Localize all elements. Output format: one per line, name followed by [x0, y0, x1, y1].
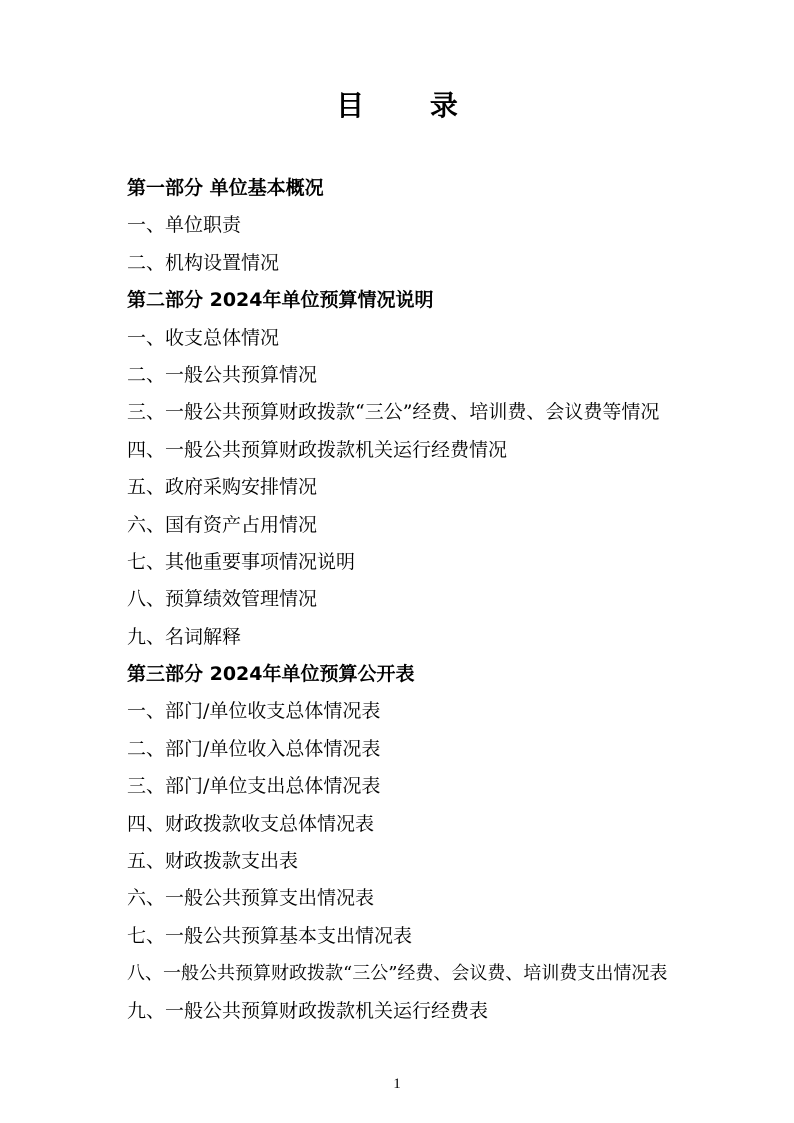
- toc-section-heading: 第二部分 2024年单位预算情况说明: [127, 289, 434, 312]
- toc-entry: 八、一般公共预算财政拨款“三公”经费、会议费、培训费支出情况表: [127, 963, 668, 985]
- toc-entry: 三、部门/单位支出总体情况表: [127, 775, 381, 798]
- toc-entry: 八、预算绩效管理情况: [127, 588, 318, 611]
- toc-section-heading: 第三部分 2024年单位预算公开表: [127, 663, 415, 686]
- toc-entry: 九、一般公共预算财政拨款机关运行经费表: [127, 999, 489, 1022]
- toc-entry: 二、机构设置情况: [127, 251, 280, 274]
- toc-entry: 九、名词解释: [127, 625, 242, 648]
- toc-entry: 一、收支总体情况: [127, 326, 280, 349]
- toc-entry: 二、部门/单位收入总体情况表: [127, 737, 381, 760]
- toc-section-heading: 第一部分 单位基本概况: [127, 177, 324, 199]
- toc-entry: 四、财政拨款收支总体情况表: [127, 812, 375, 835]
- toc-entry: 七、一般公共预算基本支出情况表: [127, 924, 413, 947]
- toc-entry: 二、一般公共预算情况: [127, 363, 318, 386]
- toc-entry: 一、部门/单位收支总体情况表: [127, 700, 381, 723]
- toc-entry: 五、政府采购安排情况: [127, 476, 318, 499]
- toc-entry: 六、一般公共预算支出情况表: [127, 887, 375, 910]
- table-of-contents: [127, 170, 727, 1030]
- toc-entry: 七、其他重要事项情况说明: [127, 550, 356, 573]
- toc-entry: 一、单位职责: [127, 214, 242, 237]
- toc-entry: 四、一般公共预算财政拨款机关运行经费情况: [127, 438, 508, 461]
- page-title: 目 录: [336, 89, 486, 122]
- toc-entry: 三、一般公共预算财政拨款“三公”经费、培训费、会议费等情况: [127, 401, 660, 424]
- page-number: 1: [393, 1076, 401, 1092]
- toc-entry: 六、国有资产占用情况: [127, 513, 318, 536]
- toc-entry: 五、财政拨款支出表: [127, 850, 299, 873]
